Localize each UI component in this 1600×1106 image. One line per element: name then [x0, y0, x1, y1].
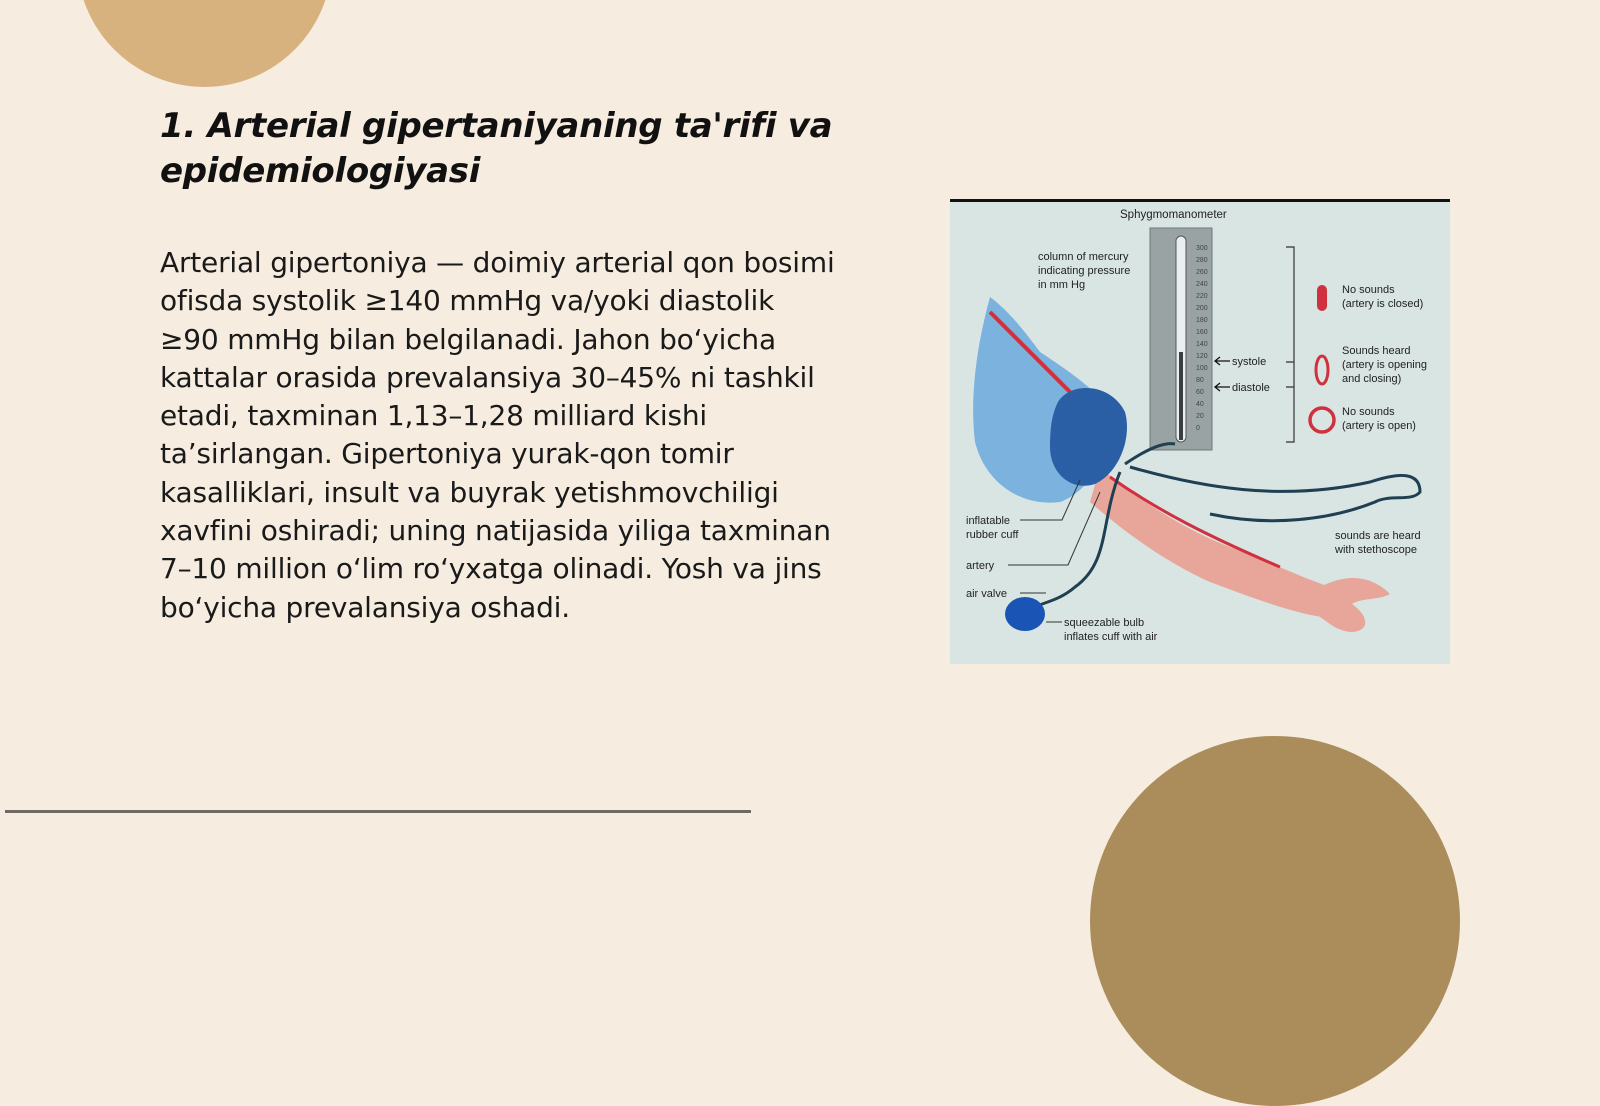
scale-tick: 100	[1196, 365, 1208, 372]
state-opening-line: (artery is opening	[1342, 359, 1427, 371]
slide-title: 1. Arterial gipertaniyaning ta'rifi va epidemiologiyasi	[160, 106, 833, 191]
scale-tick: 80	[1196, 377, 1204, 384]
scale-tick: 300	[1196, 245, 1208, 252]
state-opening-line: Sounds heard	[1342, 345, 1411, 357]
scale-tick: 20	[1196, 413, 1204, 420]
mercury-label-line: in mm Hg	[1038, 279, 1086, 291]
state-closed-line: No sounds	[1342, 284, 1395, 296]
scale-tick: 280	[1196, 257, 1208, 264]
state-closed-line: (artery is closed)	[1342, 298, 1424, 310]
diastole-arrow-icon	[1215, 383, 1230, 391]
air-valve-label: air valve	[966, 588, 1007, 600]
hand	[1320, 578, 1390, 632]
diastole-label: diastole	[1232, 382, 1270, 394]
mercury-column	[1179, 352, 1183, 440]
artery-closed-icon	[1317, 285, 1327, 311]
scale-tick: 180	[1196, 317, 1208, 324]
squeezable-bulb	[1005, 597, 1045, 631]
scale-tick: 200	[1196, 305, 1208, 312]
bulb-label-line: inflates cuff with air	[1064, 631, 1158, 643]
sphygmomanometer-figure	[950, 199, 1450, 664]
scale-tick: 260	[1196, 269, 1208, 276]
rubber-cuff	[1050, 388, 1127, 486]
mercury-label-line: column of mercury	[1038, 251, 1129, 263]
state-bracket	[1286, 247, 1294, 442]
stethoscope-tube	[1130, 467, 1420, 521]
scale-tick: 220	[1196, 293, 1208, 300]
decorative-circle-top	[77, 0, 332, 87]
scale-tick: 40	[1196, 401, 1204, 408]
state-open-line: No sounds	[1342, 406, 1395, 418]
cuff-label-line: inflatable	[966, 515, 1011, 527]
systole-label: systole	[1232, 356, 1267, 368]
systole-arrow-icon	[1215, 357, 1230, 365]
figure-title: Sphygmomanometer	[1120, 209, 1227, 221]
scale-tick: 0	[1196, 425, 1200, 432]
artery-leader-line	[1008, 492, 1100, 565]
stethoscope-label-line: sounds are heard	[1335, 530, 1421, 542]
scale-tick: 160	[1196, 329, 1208, 336]
scale-tick: 140	[1196, 341, 1208, 348]
artery-open-icon	[1310, 408, 1334, 432]
mercury-label-line: indicating pressure	[1038, 265, 1131, 277]
divider-line	[5, 810, 751, 813]
stethoscope-label-line: with stethoscope	[1335, 544, 1417, 556]
slide-body-text: Arterial gipertoniya — doimiy arterial qon bosimi ofisda systolik ≥140 mmHg va/yoki diastolik ≥90 mmHg bilan belgilanadi. Jahon bo‘yicha kattalar orasida prevalansiya 30–45% ni tashkil etadi, taxminan 1,13–1,28 milliard kishi ta’sirlangan. Gipertoniya yurak-qon tomir kasalliklari, insult va buyrak yetishmovchiligi xavfini oshiradi; uning natijasida yiliga taxminan 7–10 million o‘lim ro‘yxatga olinadi. Yosh va jins bo‘yicha prevalansiya oshadi.	[160, 246, 835, 624]
sphygmomanometer-illustration	[950, 202, 1450, 661]
scale-tick: 60	[1196, 389, 1204, 396]
scale-tick: 120	[1196, 353, 1208, 360]
bulb-label-line: squeezable bulb	[1064, 617, 1145, 629]
state-opening-line: and closing)	[1342, 373, 1402, 385]
decorative-circle-bottom	[1090, 736, 1460, 1106]
cuff-label-line: rubber cuff	[966, 529, 1019, 541]
state-open-line: (artery is open)	[1342, 420, 1416, 432]
artery-opening-icon	[1316, 356, 1328, 384]
scale-tick: 240	[1196, 281, 1208, 288]
artery-label: artery	[966, 560, 995, 572]
